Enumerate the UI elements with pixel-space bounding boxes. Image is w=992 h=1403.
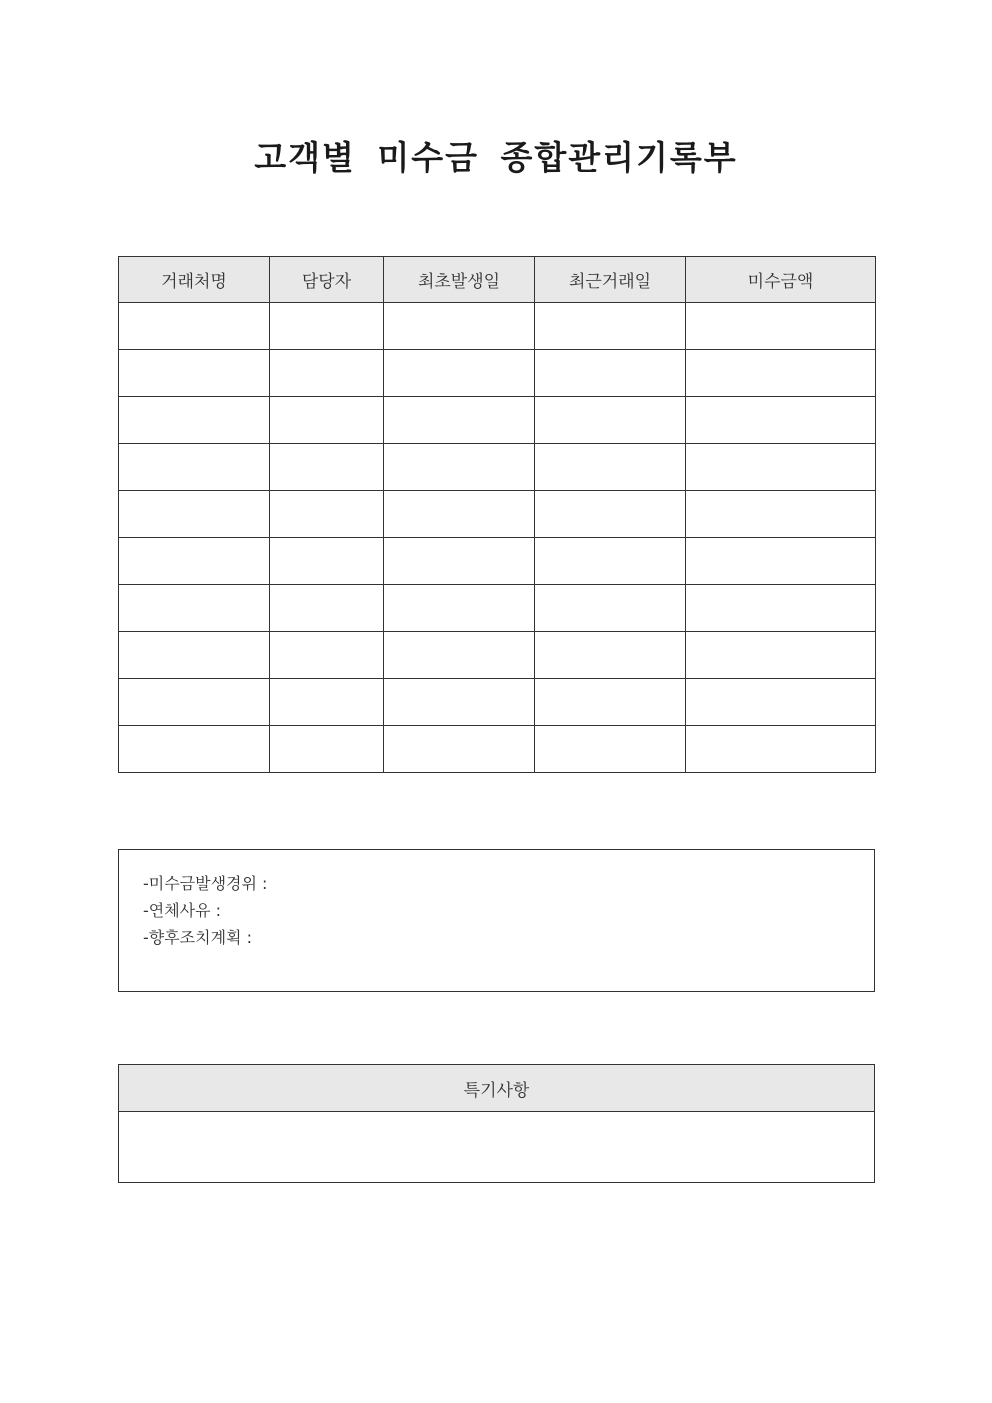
cell-manager[interactable] [270, 303, 384, 350]
cell-first-date[interactable] [384, 397, 535, 444]
cell-recent-date[interactable] [535, 397, 686, 444]
header-manager: 담당자 [270, 257, 384, 303]
cell-recent-date[interactable] [535, 538, 686, 585]
cell-amount[interactable] [686, 538, 876, 585]
page-title: 고객별 미수금 종합관리기록부 [254, 138, 738, 177]
cell-recent-date[interactable] [535, 585, 686, 632]
cell-client-name[interactable] [119, 538, 270, 585]
header-recent-date: 최근거래일 [535, 257, 686, 303]
cell-first-date[interactable] [384, 679, 535, 726]
cell-amount[interactable] [686, 632, 876, 679]
cell-first-date[interactable] [384, 726, 535, 773]
cell-client-name[interactable] [119, 585, 270, 632]
cell-amount[interactable] [686, 350, 876, 397]
table-row [119, 585, 876, 632]
special-notes-content[interactable] [119, 1112, 875, 1183]
cell-client-name[interactable] [119, 350, 270, 397]
cell-first-date[interactable] [384, 632, 535, 679]
cell-recent-date[interactable] [535, 726, 686, 773]
cell-amount[interactable] [686, 679, 876, 726]
cell-first-date[interactable] [384, 444, 535, 491]
cell-manager[interactable] [270, 444, 384, 491]
table-row [119, 538, 876, 585]
table-header-row [119, 257, 876, 303]
table-row [119, 303, 876, 350]
table-row [119, 491, 876, 538]
cell-amount[interactable] [686, 444, 876, 491]
special-notes-header: 특기사항 [119, 1065, 875, 1112]
cell-manager[interactable] [270, 397, 384, 444]
cell-recent-date[interactable] [535, 303, 686, 350]
cell-recent-date[interactable] [535, 444, 686, 491]
future-plan-label: -향후조치계획 : [143, 928, 252, 947]
cell-client-name[interactable] [119, 303, 270, 350]
occurrence-label: -미수금발생경위 : [143, 874, 268, 893]
cell-first-date[interactable] [384, 491, 535, 538]
table-row [119, 726, 876, 773]
header-client-name: 거래처명 [119, 257, 270, 303]
cell-recent-date[interactable] [535, 632, 686, 679]
cell-recent-date[interactable] [535, 350, 686, 397]
special-notes-table [118, 1064, 875, 1183]
cell-client-name[interactable] [119, 679, 270, 726]
cell-first-date[interactable] [384, 585, 535, 632]
cell-first-date[interactable] [384, 350, 535, 397]
cell-manager[interactable] [270, 585, 384, 632]
cell-amount[interactable] [686, 491, 876, 538]
cell-manager[interactable] [270, 350, 384, 397]
cell-manager[interactable] [270, 538, 384, 585]
cell-amount[interactable] [686, 726, 876, 773]
cell-client-name[interactable] [119, 397, 270, 444]
header-first-date: 최초발생일 [384, 257, 535, 303]
cell-recent-date[interactable] [535, 679, 686, 726]
receivables-table [118, 256, 876, 773]
cell-recent-date[interactable] [535, 491, 686, 538]
cell-amount[interactable] [686, 397, 876, 444]
cell-client-name[interactable] [119, 632, 270, 679]
table-row [119, 397, 876, 444]
table-row [119, 350, 876, 397]
cell-manager[interactable] [270, 491, 384, 538]
cell-client-name[interactable] [119, 491, 270, 538]
table-row [119, 632, 876, 679]
notes-box[interactable] [118, 849, 875, 992]
cell-amount[interactable] [686, 585, 876, 632]
cell-first-date[interactable] [384, 303, 535, 350]
delay-reason-label: -연체사유 : [143, 901, 222, 920]
cell-client-name[interactable] [119, 444, 270, 491]
cell-client-name[interactable] [119, 726, 270, 773]
table-row [119, 444, 876, 491]
header-amount: 미수금액 [686, 257, 876, 303]
cell-manager[interactable] [270, 726, 384, 773]
table-row [119, 679, 876, 726]
cell-manager[interactable] [270, 632, 384, 679]
cell-manager[interactable] [270, 679, 384, 726]
cell-first-date[interactable] [384, 538, 535, 585]
cell-amount[interactable] [686, 303, 876, 350]
